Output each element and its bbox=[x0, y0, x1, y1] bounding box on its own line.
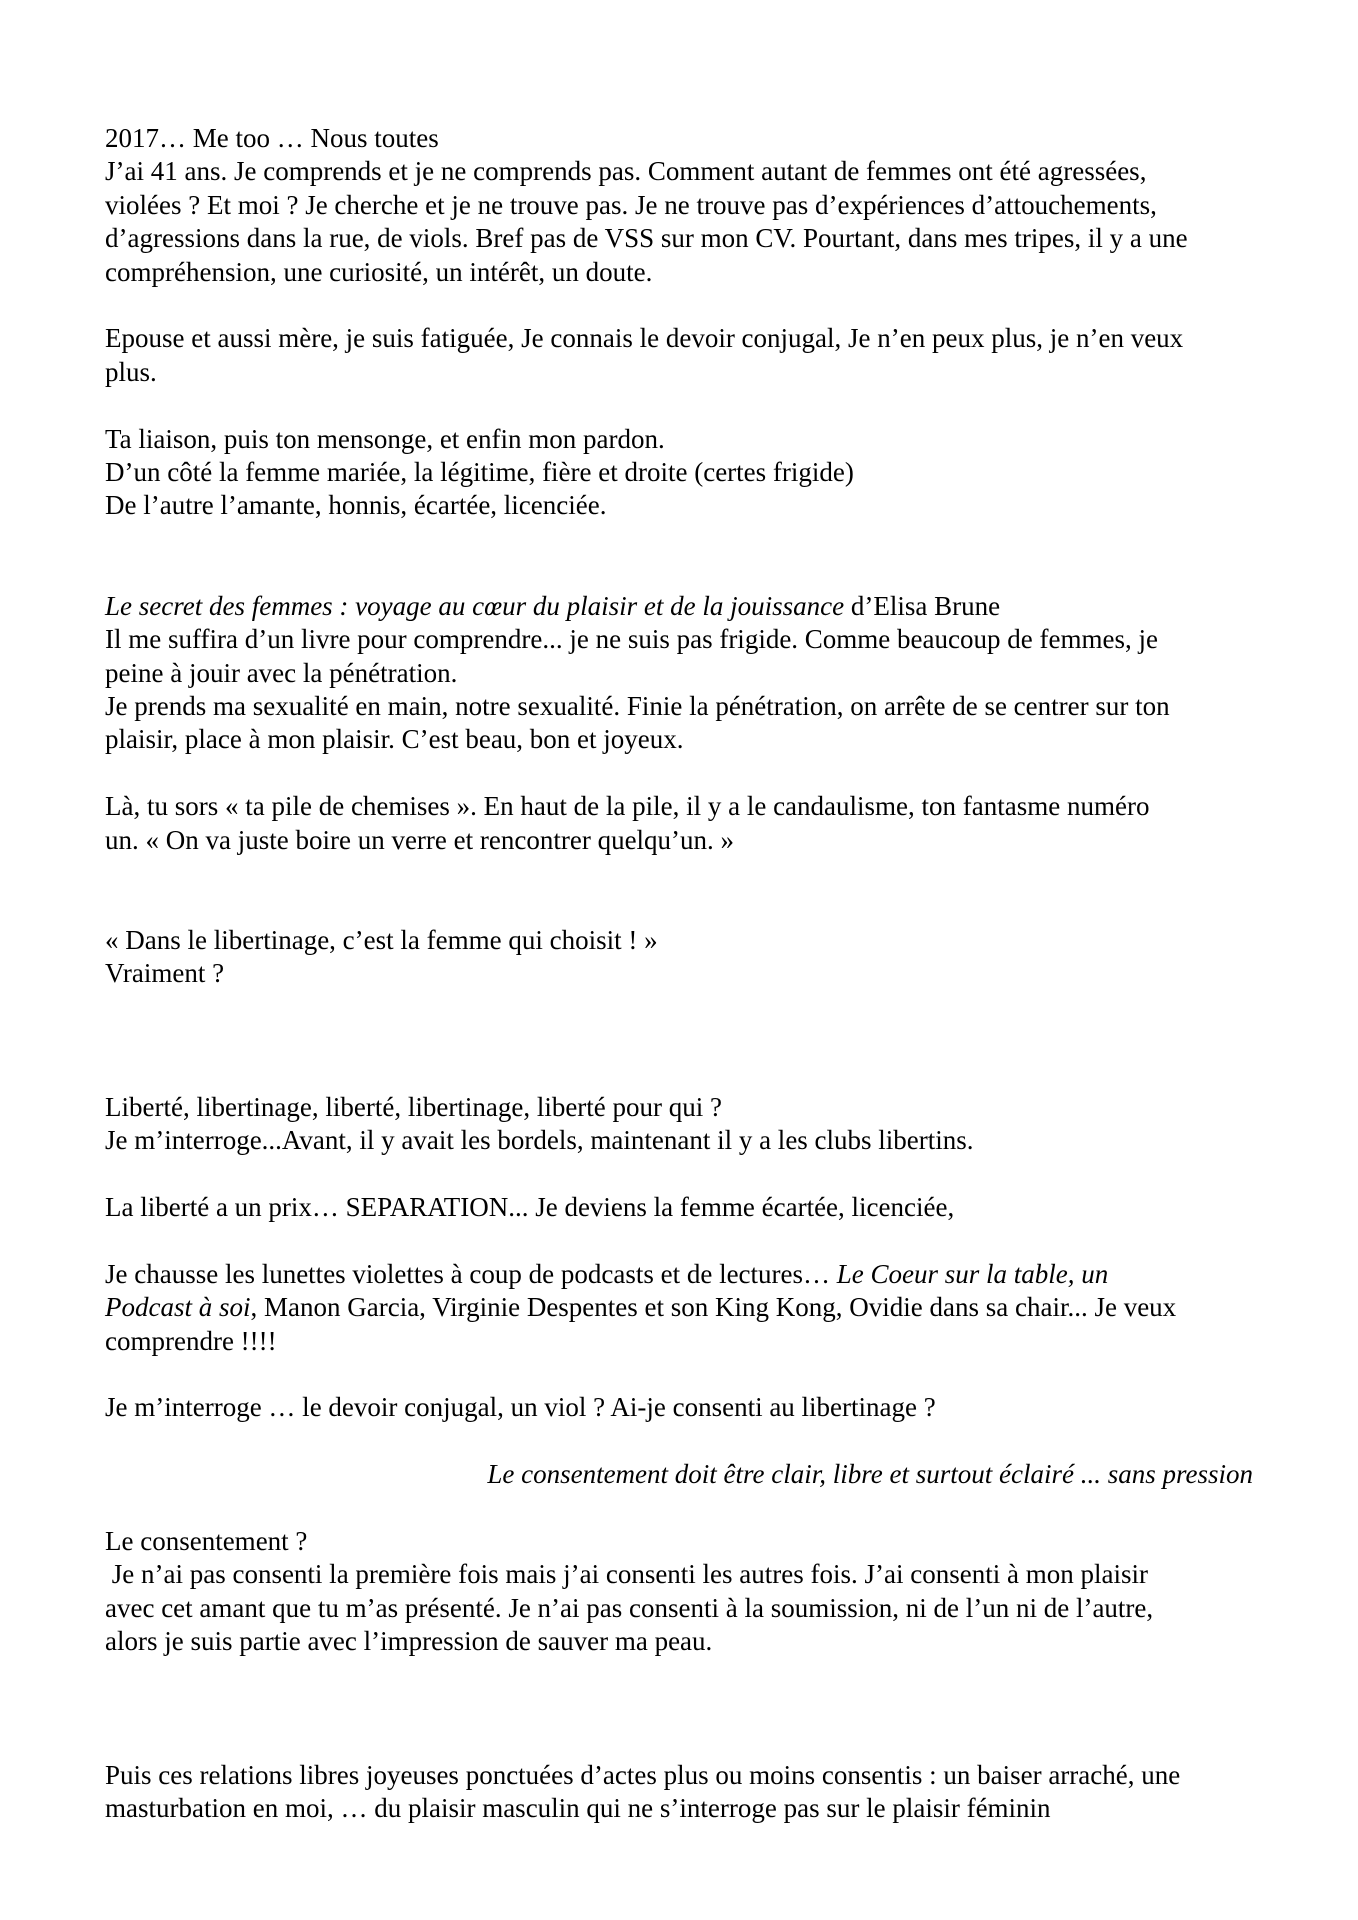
text-line bbox=[105, 1458, 1253, 1491]
text-line bbox=[105, 1358, 1253, 1391]
text-line bbox=[105, 890, 1253, 923]
text-line bbox=[105, 122, 1253, 155]
text-run: J’ai 41 ans. Je comprends et je ne comprends pas. Comment autant de femmes ont été agressées, bbox=[105, 156, 1147, 187]
text-line bbox=[105, 790, 1253, 823]
text-run: Liberté, libertinage, liberté, libertinage, liberté pour qui ? bbox=[105, 1091, 723, 1122]
text-run: violées ? Et moi ? Je cherche et je ne trouve pas. Je ne trouve pas d’expériences d’attouchements, bbox=[105, 189, 1157, 220]
text-line bbox=[105, 189, 1253, 222]
text-line bbox=[105, 556, 1253, 589]
text-line bbox=[105, 1759, 1253, 1792]
italic-text-run: Le secret des femmes : voyage au cœur du plaisir et de la jouissance bbox=[105, 590, 845, 621]
text-line bbox=[105, 991, 1253, 1024]
text-line bbox=[105, 657, 1253, 690]
text-run: Je chausse les lunettes violettes à coup de podcasts et de lectures… bbox=[105, 1258, 837, 1289]
italic-text-run: Le consentement doit être clair, libre et surtout éclairé ... sans pression bbox=[487, 1459, 1253, 1490]
italic-text-run: Podcast à soi bbox=[105, 1292, 251, 1323]
text-line bbox=[105, 1625, 1253, 1658]
text-run: La liberté a un prix… SEPARATION... Je deviens la femme écartée, licenciée, bbox=[105, 1192, 955, 1222]
text-line bbox=[105, 590, 1253, 623]
text-line bbox=[105, 1224, 1253, 1257]
text-run: plaisir, place à mon plaisir. C’est beau, bon et joyeux. bbox=[105, 724, 684, 755]
text-run: Je m’interroge … le devoir conjugal, un viol ? Ai-je consenti au libertinage ? bbox=[105, 1392, 936, 1423]
text-run: Je n’ai pas consenti la première fois mais j’ai consenti les autres fois. J’ai consenti à mon plaisir bbox=[105, 1559, 1148, 1590]
text-run: De l’autre l’amante, honnis, écartée, licenciée. bbox=[105, 490, 607, 521]
text-line bbox=[105, 1158, 1253, 1191]
text-run: « Dans le libertinage, c’est la femme qui choisit ! » bbox=[105, 924, 658, 955]
text-line bbox=[105, 456, 1253, 489]
text-line bbox=[105, 1024, 1253, 1057]
text-run: compréhension, une curiosité, un intérêt, un doute. bbox=[105, 256, 653, 287]
text-run: d’Elisa Brune bbox=[844, 590, 1001, 621]
text-line bbox=[105, 523, 1253, 556]
text-run: un. « On va juste boire un verre et rencontrer quelqu’un. » bbox=[105, 824, 735, 855]
text-run: 2017… Me too … Nous toutes bbox=[105, 123, 439, 153]
text-run: peine à jouir avec la pénétration. bbox=[105, 657, 458, 688]
text-line bbox=[105, 1258, 1253, 1291]
text-run: d’agressions dans la rue, de viols. Bref pas de VSS sur mon CV. Pourtant, dans mes tripes, il y a une bbox=[105, 223, 1188, 254]
text-line bbox=[105, 1692, 1253, 1725]
text-run: plus. bbox=[105, 356, 157, 387]
text-line bbox=[105, 723, 1253, 756]
text-run: Il me suffira d’un livre pour comprendre... je ne suis pas frigide. Comme beaucoup de femmes, je bbox=[105, 624, 1158, 655]
text-run: D’un côté la femme mariée, la légitime, fière et droite (certes frigide) bbox=[105, 457, 854, 488]
text-line bbox=[105, 356, 1253, 389]
text-line bbox=[105, 1492, 1253, 1525]
text-line bbox=[105, 623, 1253, 656]
text-line bbox=[105, 1558, 1253, 1591]
italic-text-run: Le Coeur sur la table, un bbox=[836, 1258, 1109, 1289]
text-line bbox=[105, 1792, 1253, 1825]
text-run: Le consentement ? bbox=[105, 1526, 308, 1557]
text-run: , Manon Garcia, Virginie Despentes et son King Kong, Ovidie dans sa chair... Je veux bbox=[250, 1292, 1177, 1323]
text-line bbox=[105, 924, 1253, 957]
text-line bbox=[105, 1325, 1253, 1358]
text-line bbox=[105, 1592, 1253, 1625]
text-line bbox=[105, 256, 1253, 289]
text-line bbox=[105, 1659, 1253, 1692]
text-line bbox=[105, 1057, 1253, 1090]
text-run: alors je suis partie avec l’impression de sauver ma peau. bbox=[105, 1626, 713, 1657]
text-run: Je prends ma sexualité en main, notre sexualité. Finie la pénétration, on arrête de se centrer sur ton bbox=[105, 690, 1170, 721]
text-run: Puis ces relations libres joyeuses ponctuées d’actes plus ou moins consentis : un baiser arraché, une bbox=[105, 1759, 1181, 1790]
text-line bbox=[105, 1391, 1253, 1424]
text-run: Là, tu sors « ta pile de chemises ». En haut de la pile, il y a le candaulisme, ton fantasme numéro bbox=[105, 791, 1150, 822]
text-line bbox=[105, 155, 1253, 188]
text-line bbox=[105, 1425, 1253, 1458]
text-run: Epouse et aussi mère, je suis fatiguée, Je connais le devoir conjugal, Je n’en peux plus, je n’en veux bbox=[105, 323, 1184, 354]
text-line bbox=[105, 690, 1253, 723]
text-run: Ta liaison, puis ton mensonge, et enfin mon pardon. bbox=[105, 423, 665, 454]
text-line bbox=[105, 1726, 1253, 1759]
text-run: avec cet amant que tu m’as présenté. Je n’ai pas consenti à la soumission, ni de l’un ni de l’autre, bbox=[105, 1592, 1154, 1623]
text-line bbox=[105, 957, 1253, 990]
text-line bbox=[105, 824, 1253, 857]
text-line bbox=[105, 1191, 1253, 1224]
text-line bbox=[105, 1291, 1253, 1324]
text-run: masturbation en moi, … du plaisir masculin qui ne s’interroge pas sur le plaisir féminin bbox=[105, 1793, 1051, 1824]
text-line bbox=[105, 389, 1253, 422]
text-line bbox=[105, 1124, 1253, 1157]
text-line bbox=[105, 322, 1253, 355]
text-line bbox=[105, 1091, 1253, 1124]
text-line bbox=[105, 857, 1253, 890]
document-body bbox=[105, 122, 1253, 1826]
text-line bbox=[105, 757, 1253, 790]
text-run: comprendre !!!! bbox=[105, 1325, 277, 1356]
text-line bbox=[105, 289, 1253, 322]
text-run: Vraiment ? bbox=[105, 958, 225, 989]
text-line bbox=[105, 423, 1253, 456]
text-line bbox=[105, 1525, 1253, 1558]
text-run: Je m’interroge...Avant, il y avait les bordels, maintenant il y a les clubs libertins. bbox=[105, 1125, 974, 1156]
text-line bbox=[105, 222, 1253, 255]
text-line bbox=[105, 489, 1253, 522]
